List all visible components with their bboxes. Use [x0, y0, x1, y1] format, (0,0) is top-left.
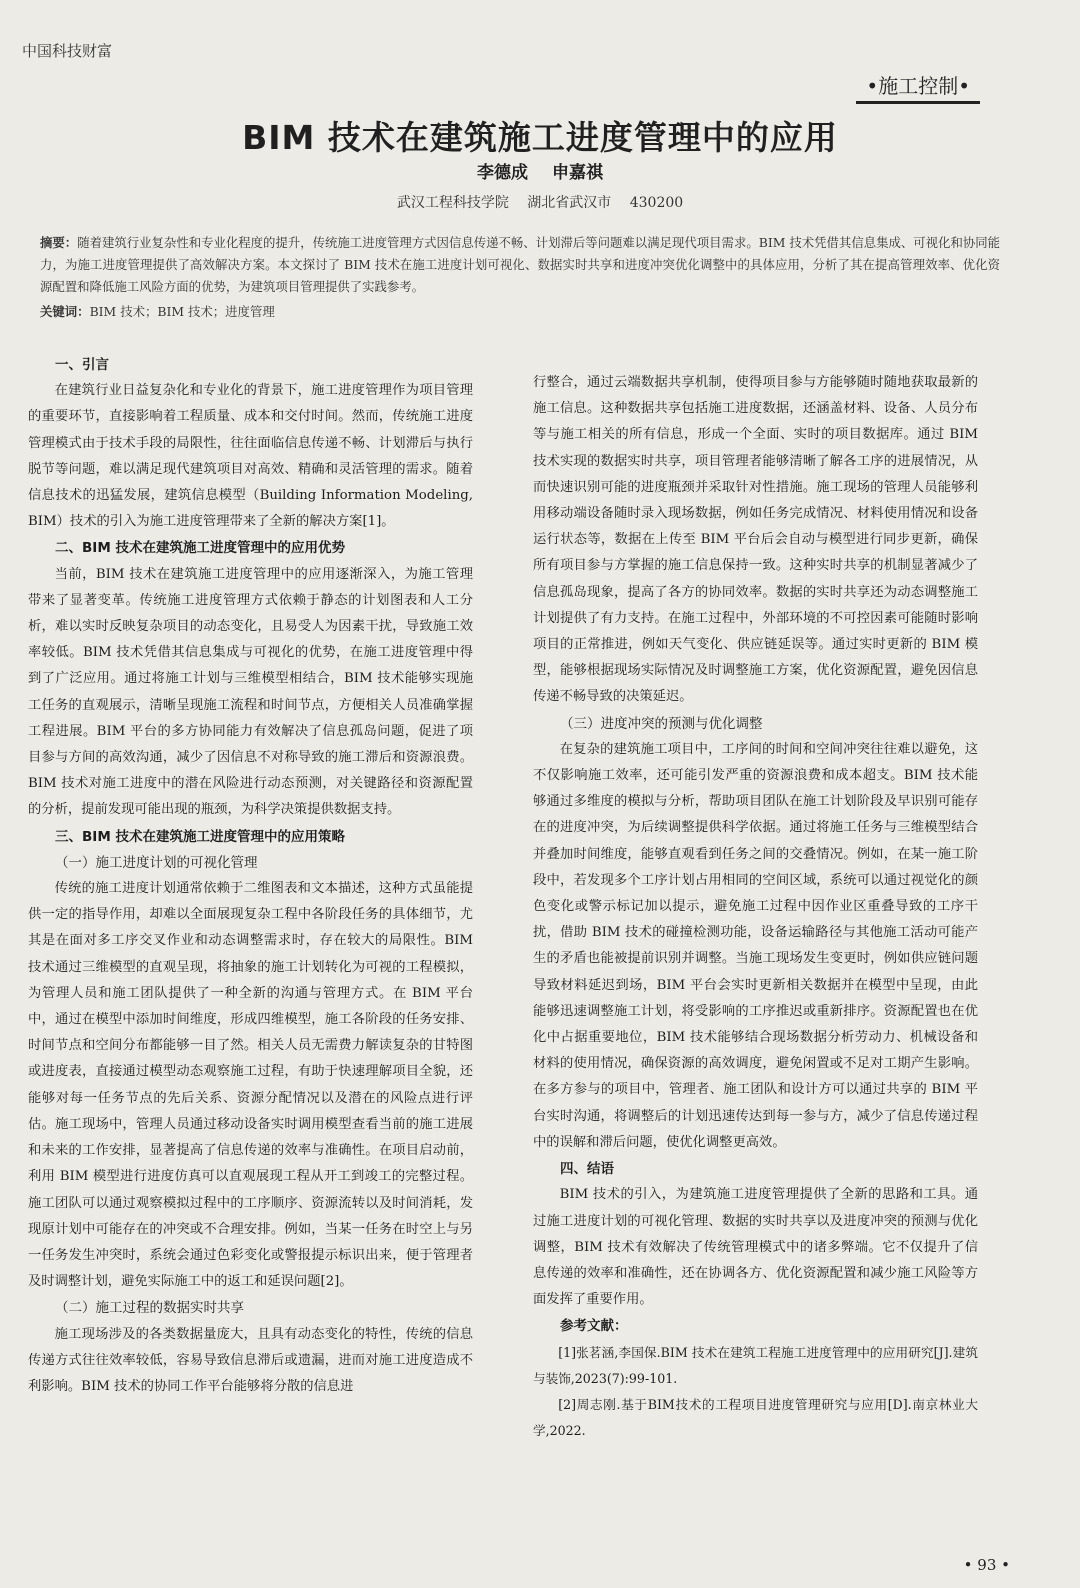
reference-item: [1]张茗涵,李国保.BIM 技术在建筑工程施工进度管理中的应用研究[J].建筑与装饰,2023(7):99-101.: [533, 1344, 978, 1386]
heading-strategies: 三、BIM 技术在建筑施工进度管理中的应用策略: [55, 828, 345, 845]
article-authors: 李德成 申嘉祺: [477, 163, 603, 183]
page-number: • 93 •: [963, 1556, 1010, 1574]
journal-name: 中国科技财富: [22, 42, 113, 60]
heading-conclusion: 四、结语: [560, 1161, 614, 1178]
heading-introduction: 一、引言: [55, 357, 109, 373]
paragraph-visual-management: 传统的施工进度计划通常依赖于二维图表和文本描述，这种方式虽能提供一定的指导作用，却难以全面展现复杂工程中各阶段任务的具体细节，尤其是在面对多工序交叉作业和动态调整需求时，存在较大的局限性。BIM 技术通过三维模型的直观呈现，将抽象的施工计划转化为可视的工程模拟，为管理人员和施工团队提供了一种全新的沟通与管理方式。在 BIM 平台中，通过在模型中添加时间维度，形成四维模型，施工各阶段的任务安排、时间节点和空间分布都能够一目了然。相关人员无需费力解读复杂的甘特图或进度表，直接通过模型动态观察施工过程，有助于快速理解项目全貌，还能够对每一任务节点的先后关系、资源分配情况以及潜在的风险点进行评估。施工现场中，管理人员通过移动设备实时调用模型查看当前的施工进展和未来的工作安排，显著提高了信息传递的效率与准确性。在项目启动前，利用 BIM 模型进行进度仿真可以直观展现工程从开工到竣工的完整过程。施工团队可以通过观察模拟过程中的工序顺序、资源流转以及时间消耗，发现原计划中可能存在的冲突或不合理安排。例如，当某一任务在时空上与另一任务发生冲突时，系统会通过色彩变化或警报提示标识出来，便于管理者及时调整计划，避免实际施工中的返工和延误问题[2]。: [28, 881, 473, 1290]
paragraph-introduction: 在建筑行业日益复杂化和专业化的背景下，施工进度管理作为项目管理的重要环节，直接影响着工程质量、成本和交付时间。然而，传统施工进度管理模式由于技术手段的局限性，往往面临信息传递不畅、计划滞后与执行脱节等问题，难以满足现代建筑项目对高效、精确和灵活管理的需求。随着信息技术的迅猛发展，建筑信息模型（Building Information Modeling, BIM）技术的引入为施工进度管理带来了全新的解决方案[1]。: [28, 383, 473, 530]
subheading-data-sharing: （二）施工过程的数据实时共享: [55, 1300, 244, 1317]
keywords: [40, 302, 1000, 320]
article-title: BIM 技术在建筑施工进度管理中的应用: [242, 118, 838, 158]
keywords-text: BIM 技术；BIM 技术；进度管理: [89, 304, 275, 319]
reference-item: [2]周志刚.基于BIM技术的工程项目进度管理研究与应用[D].南京林业大学,2022.: [533, 1396, 978, 1439]
heading-advantages: 二、BIM 技术在建筑施工进度管理中的应用优势: [55, 540, 345, 557]
right-column: [533, 370, 978, 1444]
abstract-text: 随着建筑行业复杂性和专业化程度的提升，传统施工进度管理方式因信息传递不畅、计划滞后等问题难以满足现代项目需求。BIM 技术凭借其信息集成、可视化和协同能力，为施工进度管理提供了高效解决方案。本文探讨了 BIM 技术在施工进度计划可视化、数据实时共享和进度冲突优化调整中的具体应用，分析了其在提高管理效率、优化资源配置和降低施工风险方面的优势，为建筑项目管理提供了实践参考。: [40, 235, 1001, 294]
paragraph-conclusion: BIM 技术的引入，为建筑施工进度管理提供了全新的思路和工具。通过施工进度计划的可视化管理、数据的实时共享以及进度冲突的预测与优化调整，BIM 技术有效解决了传统管理模式中的诸多弊端。它不仅提升了信息传递的效率和准确性，还在协调各方、优化资源配置和减少施工风险等方面发挥了重要作用。: [533, 1187, 978, 1308]
keywords-label: 关键词：: [40, 304, 90, 319]
article-affiliation: 武汉工程科技学院 湖北省武汉市 430200: [396, 195, 684, 211]
paragraph-data-sharing: 施工现场涉及的各类数据量庞大，且具有动态变化的特性，传统的信息传递方式往往效率较低，容易导致信息滞后或遗漏，进而对施工进度造成不利影响。BIM 技术的协同工作平台能够将分散的信息进: [28, 1326, 473, 1394]
subheading-conflict-prediction: （三）进度冲突的预测与优化调整: [560, 715, 763, 732]
paragraph-advantages: 当前，BIM 技术在建筑施工进度管理中的应用逐渐深入，为施工管理带来了显著变革。传统施工进度管理方式依赖于静态的计划图表和人工分析，难以实时反映复杂项目的动态变化，且易受人为因素干扰，导致施工效率较低。BIM 技术凭借其信息集成与可视化的优势，在施工进度管理中得到了广泛应用。通过将施工计划与三维模型相结合，BIM 技术能够实现施工任务的直观展示，清晰呈现施工流程和时间节点，方便相关人员准确掌握工程进展。BIM 平台的多方协同能力有效解决了信息孤岛问题，促进了项目参与方间的高效沟通，减少了因信息不对称导致的施工滞后和资源浪费。BIM 技术对施工进度中的潜在风险进行动态预测，对关键路径和资源配置的分析，提前发现可能出现的瓶颈，为科学决策提供数据支持。: [28, 566, 473, 818]
paragraph-data-sharing-continued: 行整合，通过云端数据共享机制，使得项目参与方能够随时随地获取最新的施工信息。这种数据共享包括施工进度数据，还涵盖材料、设备、人员分布等与施工相关的所有信息，形成一个全面、实时的项目数据库。通过 BIM 技术实现的数据实时共享，项目管理者能够清晰了解各工序的进展情况，从而快速识别可能的进度瓶颈并采取针对性措施。施工现场的管理人员能够利用移动端设备随时录入现场数据，例如任务完成情况、材料使用情况和设备运行状态等，数据在上传至 BIM 平台后会自动与模型进行同步更新，确保所有项目参与方掌握的施工信息保持一致。这种实时共享的机制显著减少了信息孤岛现象，提高了各方的协同效率。数据的实时共享还为动态调整施工计划提供了有力支持。在施工过程中，外部环境的不可控因素可能随时影响项目的正常推进，例如天气变化、供应链延误等。通过实时更新的 BIM 模型，能够根据现场实际情况及时调整施工方案，优化资源配置，避免因信息传递不畅导致的决策延迟。: [533, 375, 978, 705]
subheading-visual-management: （一）施工进度计划的可视化管理: [55, 854, 258, 871]
abstract-label: 摘要：: [40, 235, 78, 250]
left-column: [28, 352, 473, 1400]
paragraph-conflict-prediction: 在复杂的建筑施工项目中，工序间的时间和空间冲突往往难以避免，这不仅影响施工效率，还可能引发严重的资源浪费和成本超支。BIM 技术能够通过多维度的模拟与分析，帮助项目团队在施工计划阶段及早识别可能存在的进度冲突，为后续调整提供科学依据。通过将施工任务与三维模型结合并叠加时间维度，能够直观看到任务之间的交叠情况。例如，在某一施工阶段中，若发现多个工序计划占用相同的空间区域，系统可以通过视觉化的颜色变化或警示标记加以提示，避免施工过程中因作业区重叠导致的工序干扰，借助 BIM 技术的碰撞检测功能，设备运输路径与其他施工活动可能产生的矛盾也能被提前识别并调整。当施工现场发生变更时，例如供应链问题导致材料延迟到场，BIM 平台会实时更新相关数据并在模型中呈现，由此能够迅速调整施工计划，将受影响的工序推迟或重新排序。资源配置也在优化中占据重要地位，BIM 技术能够结合现场数据分析劳动力、机械设备和材料的使用情况，确保资源的高效调度，避免闲置或不足对工期产生影响。在多方参与的项目中，管理者、施工团队和设计方可以通过共享的 BIM 平台实时沟通，将调整后的计划迅速传达到每一参与方，减少了信息传递过程中的误解和滞后问题，使优化调整更高效。: [533, 741, 978, 1150]
section-tag: •施工控制•: [856, 70, 980, 104]
abstract: [40, 232, 1000, 298]
references-label: 参考文献：: [560, 1318, 628, 1335]
